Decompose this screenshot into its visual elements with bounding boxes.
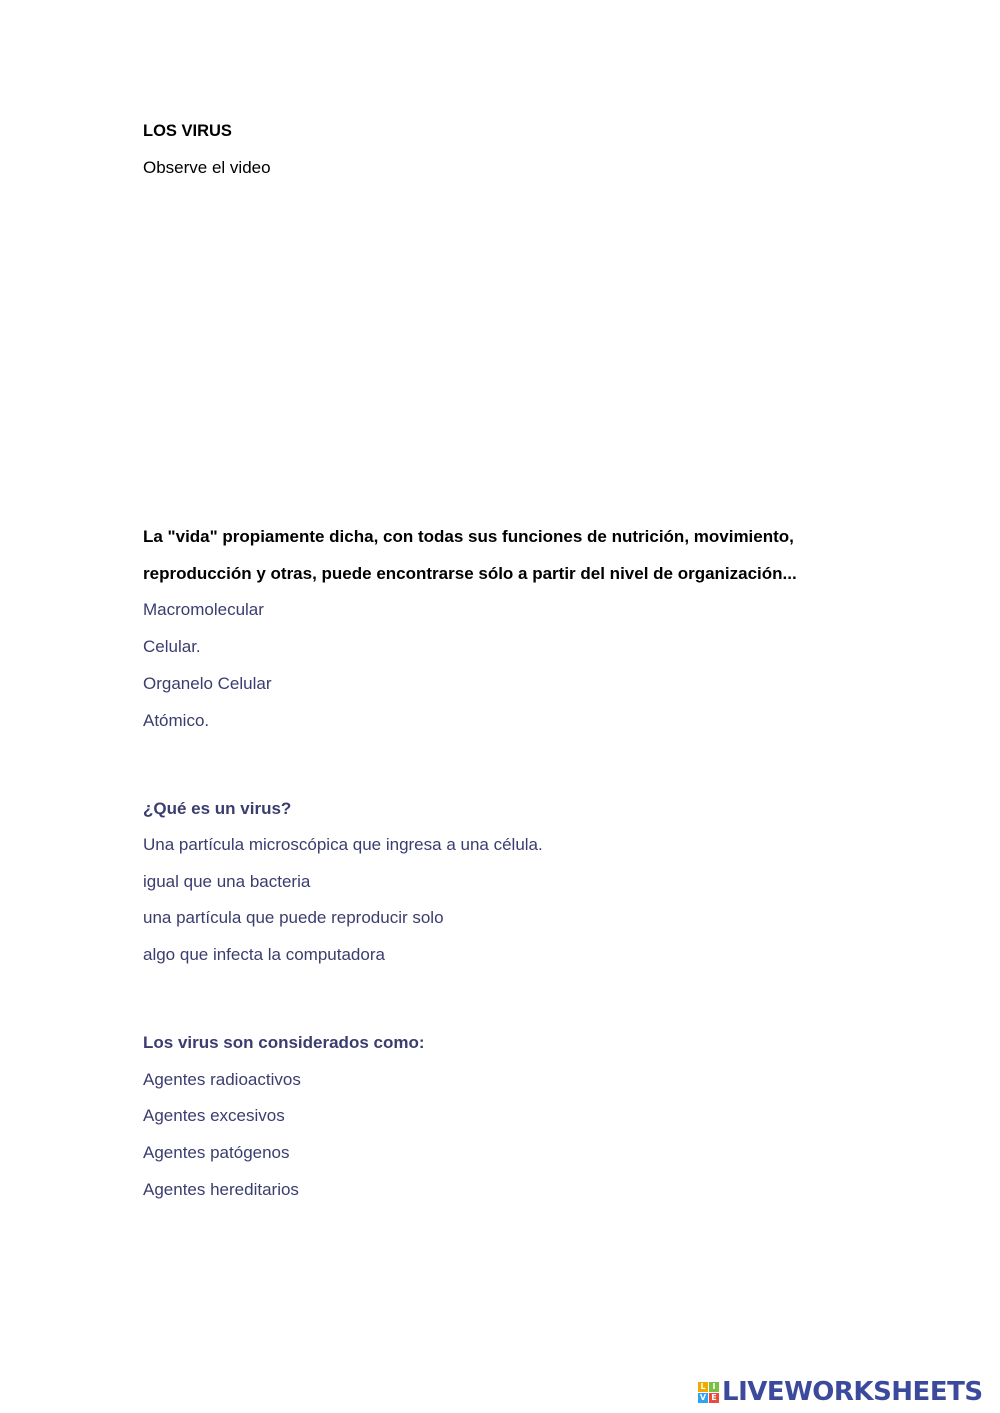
logo-text: LIVEWORKSHEETS <box>722 1377 983 1407</box>
q1-option-3[interactable]: Organelo Celular <box>143 674 272 693</box>
video-instruction: Observe el video <box>143 158 271 177</box>
logo-tile-v: V <box>699 1393 707 1402</box>
logo-tile-i: I <box>709 1382 719 1392</box>
question-2-heading: ¿Qué es un virus? <box>143 799 292 818</box>
logo-tile-e: E <box>709 1393 719 1403</box>
worksheet-title: LOS VIRUS <box>143 122 232 140</box>
video-placeholder[interactable] <box>143 195 703 495</box>
logo-tile-l: L <box>698 1382 708 1392</box>
question-1-line-1: La "vida" propiamente dicha, con todas sus funciones de nutrición, movimiento, <box>143 527 794 546</box>
q2-option-3[interactable]: una partícula que puede reproducir solo <box>143 908 444 927</box>
q2-option-2[interactable]: igual que una bacteria <box>143 872 311 891</box>
q1-option-4[interactable]: Atómico. <box>143 711 210 730</box>
q3-option-2[interactable]: Agentes excesivos <box>143 1106 285 1125</box>
liveworksheets-logo-icon <box>698 1382 719 1403</box>
question-1-line-2: reproducción y otras, puede encontrarse sólo a partir del nivel de organización... <box>143 564 797 583</box>
q1-option-2[interactable]: Celular. <box>143 637 201 656</box>
q3-option-3[interactable]: Agentes patógenos <box>143 1143 290 1162</box>
q3-option-4[interactable]: Agentes hereditarios <box>143 1180 299 1199</box>
question-3-heading: Los virus son considerados como: <box>143 1033 425 1052</box>
q3-option-1[interactable]: Agentes radioactivos <box>143 1070 301 1089</box>
q2-option-1[interactable]: Una partícula microscópica que ingresa a una célula. <box>143 835 543 854</box>
liveworksheets-logo <box>698 1377 983 1407</box>
q1-option-1[interactable]: Macromolecular <box>143 600 264 619</box>
q2-option-4[interactable]: algo que infecta la computadora <box>143 945 385 964</box>
